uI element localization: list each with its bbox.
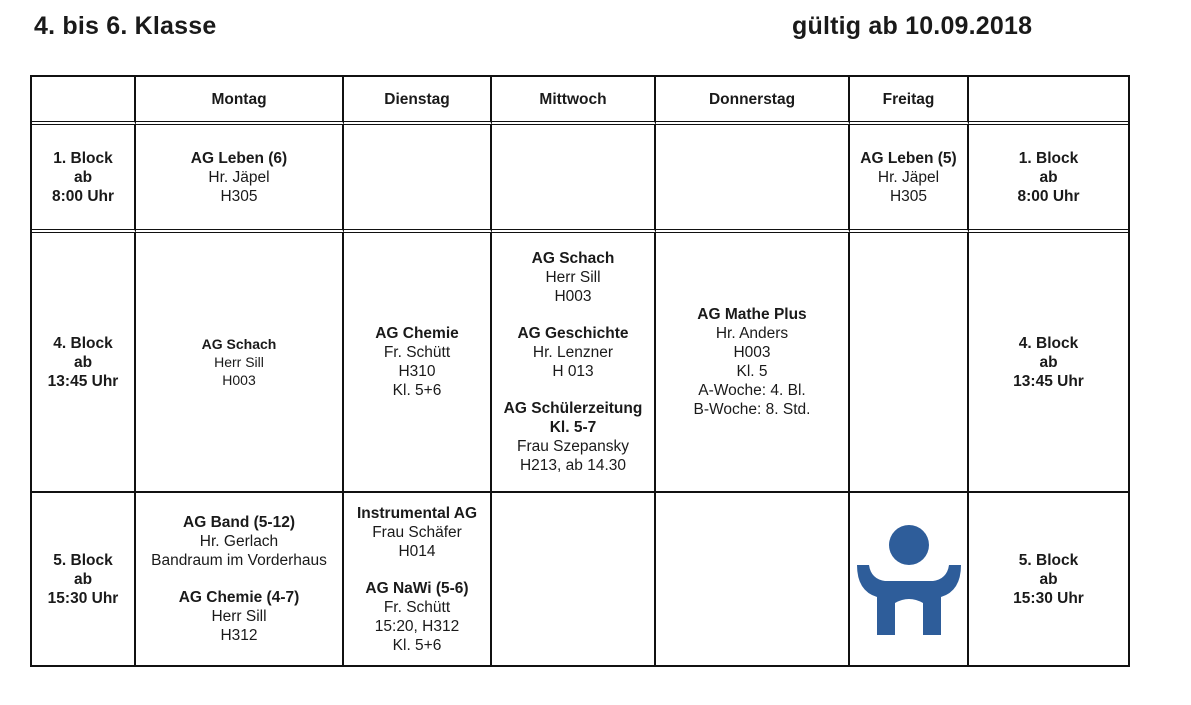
activity-detail: Frau Szepansky xyxy=(517,438,629,455)
block-label-4 xyxy=(32,233,136,493)
cell-b4-mittwoch xyxy=(492,233,656,493)
cell-b5-donnerstag xyxy=(656,493,850,665)
activity-entry xyxy=(348,579,486,655)
corner-cell-right xyxy=(969,77,1128,125)
activity-detail: H305 xyxy=(220,187,258,205)
corner-cell xyxy=(32,77,136,125)
block-ab: ab xyxy=(73,353,93,371)
cell-b5-dienstag xyxy=(344,493,492,665)
logo-shape xyxy=(857,525,961,635)
cell-b1-dienstag xyxy=(344,125,492,233)
valid-from-date: gültig ab 10.09.2018 xyxy=(792,12,1033,40)
activity-detail: Hr. Lenzner xyxy=(532,344,614,361)
cell-b5-mittwoch xyxy=(492,493,656,665)
activity-name: AG Schach xyxy=(531,250,615,267)
activity-detail: Frau Schäfer xyxy=(372,523,462,541)
block-time: 15:30 Uhr xyxy=(1013,589,1084,607)
row-block-4 xyxy=(32,233,1128,493)
activity-detail: Herr Sill xyxy=(214,354,264,370)
cell-b1-donnerstag xyxy=(656,125,850,233)
activity-name: AG Chemie xyxy=(375,325,459,342)
block-ab: ab xyxy=(1039,570,1058,588)
block-label-1-right xyxy=(969,125,1128,233)
activity-entry xyxy=(496,399,650,475)
activity-detail: H003 xyxy=(554,288,592,305)
activity-name: AG NaWi (5-6) xyxy=(365,579,469,597)
activity-detail: Hr. Anders xyxy=(715,325,789,342)
block-time: 8:00 Uhr xyxy=(51,187,115,205)
day-header-montag: Montag xyxy=(136,77,344,125)
block-label-5-right xyxy=(969,493,1128,665)
block-label-5 xyxy=(32,493,136,665)
cell-b4-montag xyxy=(136,233,344,493)
block-ab: ab xyxy=(73,570,93,588)
cell-b5-montag xyxy=(136,493,344,665)
activity-name: Instrumental AG xyxy=(357,504,477,522)
activity-detail: H310 xyxy=(398,363,436,380)
day-header-donnerstag: Donnerstag xyxy=(656,77,850,125)
block-label-4-right xyxy=(969,233,1128,493)
activity-detail: Hr. Jäpel xyxy=(208,168,270,186)
activity-detail: H003 xyxy=(222,372,256,388)
activity-name: AG Band (5-12) xyxy=(183,514,295,531)
block-number: 4. Block xyxy=(53,334,113,352)
row-block-5 xyxy=(32,493,1128,665)
activity-detail: Fr. Schütt xyxy=(383,344,451,361)
day-header-dienstag: Dienstag xyxy=(344,77,492,125)
activity-entry xyxy=(496,249,650,306)
activity-name: AG Leben (6) xyxy=(190,149,288,167)
cell-b4-freitag xyxy=(850,233,969,493)
cell-b4-donnerstag xyxy=(656,233,850,493)
block-time: 8:00 Uhr xyxy=(1017,187,1080,205)
block-time: 15:30 Uhr xyxy=(47,589,119,607)
page-title: 4. bis 6. Klasse xyxy=(34,12,217,40)
cell-b1-montag xyxy=(136,125,344,233)
activity-detail: 15:20, H312 xyxy=(374,617,460,635)
activity-detail: H305 xyxy=(889,187,928,205)
activity-detail: Herr Sill xyxy=(211,608,267,625)
activity-detail: Bandraum im Vorderhaus xyxy=(151,552,327,569)
activity-detail: A-Woche: 4. Bl. xyxy=(698,382,806,399)
activity-detail: H213, ab 14.30 xyxy=(519,457,626,474)
header-row xyxy=(32,77,1128,125)
activity-entry xyxy=(348,324,486,400)
activity-detail: Hr. Jäpel xyxy=(877,168,940,186)
activity-name: AG Leben (5) xyxy=(860,149,957,167)
activity-name: AG Chemie (4-7) xyxy=(178,589,300,606)
cell-b5-freitag xyxy=(850,493,969,665)
activity-name: AG Schülerzeitung Kl. 5-7 xyxy=(503,400,643,436)
block-number: 5. Block xyxy=(53,551,113,569)
cell-b1-freitag xyxy=(850,125,969,233)
activity-detail: H 013 xyxy=(552,363,594,380)
block-time: 13:45 Uhr xyxy=(1013,372,1084,390)
activity-detail: B-Woche: 8. Std. xyxy=(693,401,811,418)
activity-name: AG Mathe Plus xyxy=(697,306,807,323)
schedule-table xyxy=(30,75,1130,667)
block-number: 1. Block xyxy=(53,149,113,167)
activity-detail: Kl. 5+6 xyxy=(392,636,442,654)
activity-detail: H312 xyxy=(220,627,258,644)
activity-entry xyxy=(140,513,338,570)
block-number: 4. Block xyxy=(1018,334,1079,352)
day-header-mittwoch: Mittwoch xyxy=(492,77,656,125)
block-number: 1. Block xyxy=(1018,149,1079,167)
activity-detail: Kl. 5+6 xyxy=(392,382,442,399)
activity-entry xyxy=(140,335,338,389)
activity-entry xyxy=(854,149,963,206)
block-ab: ab xyxy=(1039,353,1058,371)
activity-detail: Hr. Gerlach xyxy=(199,533,279,550)
activity-entry xyxy=(140,149,338,206)
block-number: 5. Block xyxy=(1018,551,1079,569)
row-block-1 xyxy=(32,125,1128,233)
day-header-freitag: Freitag xyxy=(850,77,969,125)
activity-entry xyxy=(660,305,844,419)
cell-b4-dienstag xyxy=(344,233,492,493)
block-time: 13:45 Uhr xyxy=(47,372,119,390)
block-ab: ab xyxy=(1039,168,1058,186)
activity-entry xyxy=(348,504,486,561)
activity-name: AG Geschichte xyxy=(517,325,629,342)
activity-entry xyxy=(140,588,338,645)
activity-detail: H014 xyxy=(398,542,436,560)
block-label-1 xyxy=(32,125,136,233)
activity-detail: Fr. Schütt xyxy=(383,598,451,616)
activity-entry xyxy=(496,324,650,381)
activity-detail: H003 xyxy=(733,344,771,361)
activity-detail: Herr Sill xyxy=(545,269,601,286)
activity-name: AG Schach xyxy=(201,336,277,352)
cell-b1-mittwoch xyxy=(492,125,656,233)
person-arms-raised-logo xyxy=(857,523,961,635)
activity-detail: Kl. 5 xyxy=(736,363,768,380)
block-ab: ab xyxy=(73,168,93,186)
